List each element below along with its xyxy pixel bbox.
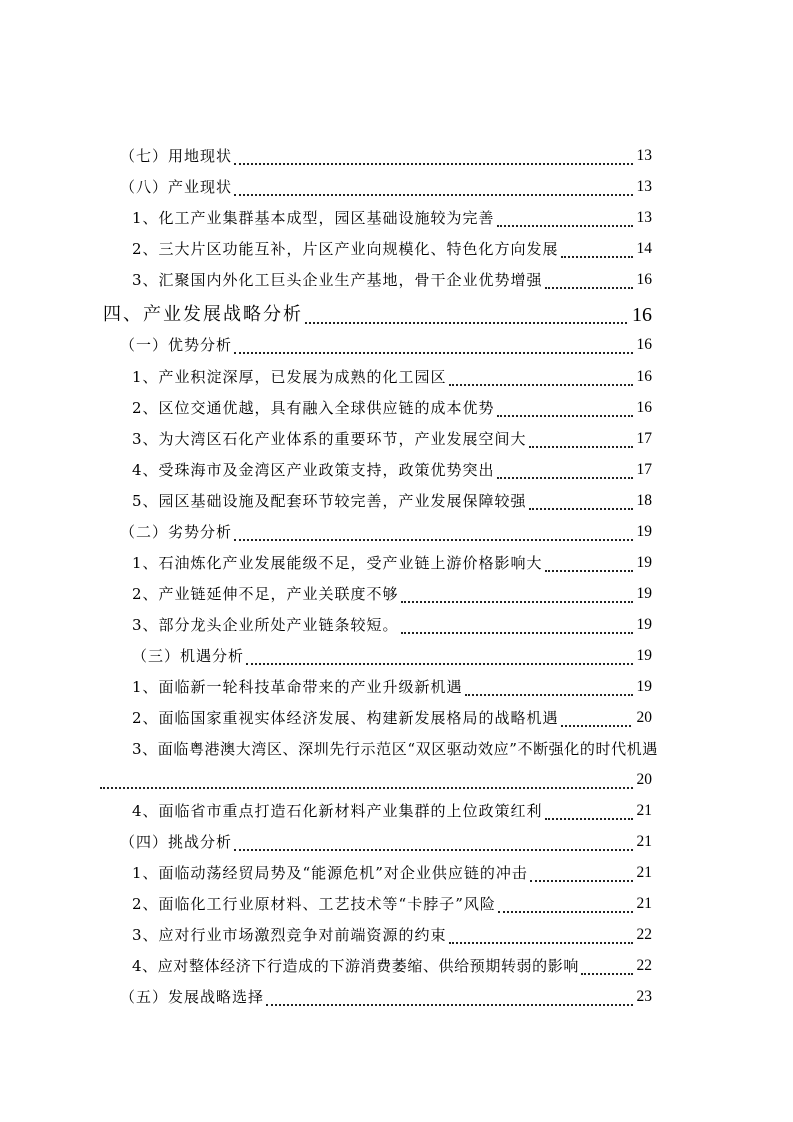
toc-leader [545,269,633,289]
toc-page-number: 14 [636,240,652,257]
toc-entry[interactable] [0,676,793,698]
toc-entry-title: 2、三大片区功能互补，片区产业向规模化、特色化方向发展 [132,240,559,258]
toc-page-number: 19 [636,585,652,602]
toc-leader [100,769,633,789]
toc-leader [234,176,633,196]
toc-page-number: 22 [636,957,652,974]
toc-page-number: 19 [636,647,652,664]
toc-page-number: 13 [636,147,652,164]
toc-page-number: 19 [636,678,652,695]
toc-page-number: 16 [636,368,652,385]
toc-leader [529,490,633,510]
toc-leader [246,645,633,665]
toc-entry-title: 4、受珠海市及金湾区产业政策支持，政策优势突出 [132,461,495,479]
toc-entry[interactable] [0,428,793,450]
toc-leader [581,955,633,975]
toc-entry-title: （五）发展战略选择 [120,988,265,1006]
toc-entry[interactable] [0,521,793,543]
toc-entry-title: （一）优势分析 [120,336,233,354]
toc-entry-title: 2、区位交通优越，具有融入全球供应链的成本优势 [132,399,495,417]
toc-entry[interactable] [0,145,793,167]
toc-page-number: 13 [636,178,652,195]
toc-page-number: 19 [636,554,652,571]
toc-leader [234,334,633,354]
toc-leader [545,800,633,820]
toc-entry-title: 4、面临省市重点打造石化新材料产业集群的上位政策红利 [132,802,543,820]
toc-entry-title: 5、园区基础设施及配套环节较完善，产业发展保障较强 [132,492,527,510]
toc-entry-title: （八）产业现状 [120,178,233,196]
toc-entry-title: 3、为大湾区石化产业体系的重要环节，产业发展空间大 [132,430,527,448]
toc-entry[interactable] [0,334,793,356]
toc-leader [497,207,633,227]
toc-entry[interactable] [0,955,793,977]
toc-entry[interactable] [0,459,793,481]
toc-entry[interactable] [0,397,793,419]
toc-entry[interactable] [0,366,793,388]
toc-entry-title: 四、产业发展战略分析 [103,304,303,325]
toc-leader [530,862,633,882]
toc-entry-continuation[interactable] [0,769,793,791]
toc-leader [498,893,633,913]
toc-entry[interactable] [0,490,793,512]
toc-page-number: 16 [636,336,652,353]
toc-page-number: 17 [636,430,652,447]
toc-entry[interactable] [0,800,793,822]
toc-entry-title: 3、部分龙头企业所处产业链条较短。 [132,616,399,634]
toc-entry[interactable] [0,614,793,636]
toc-entry-chapter[interactable] [0,302,793,328]
toc-leader [305,302,627,324]
toc-entry[interactable] [0,831,793,853]
toc-leader [234,145,633,165]
toc-entry-title: 4、应对整体经济下行造成的下游消费萎缩、供给预期转弱的影响 [132,957,579,975]
toc-page-number: 21 [636,802,652,819]
toc-page-number: 19 [636,523,652,540]
toc-leader [234,521,633,541]
toc-leader [497,459,633,479]
toc-entry[interactable] [0,738,793,760]
toc-entry-title: 1、面临新一轮科技革命带来的产业升级新机遇 [132,678,463,696]
toc-entry-title: （二）劣势分析 [120,523,233,541]
toc-page-number: 13 [636,209,652,226]
toc-leader [529,428,633,448]
toc-page-number: 16 [632,304,652,326]
toc-page-number: 19 [636,616,652,633]
toc-page-number: 16 [636,399,652,416]
toc-entry-title: 2、面临化工行业原材料、工艺技术等“卡脖子”风险 [132,895,496,913]
toc-entry[interactable] [0,893,793,915]
toc-entry-title: 1、石油炼化产业发展能级不足，受产业链上游价格影响大 [132,554,543,572]
toc-leader [401,583,633,603]
toc-entry-title: 2、面临国家重视实体经济发展、构建新发展格局的战略机遇 [132,709,559,727]
toc-entry[interactable] [0,176,793,198]
toc-entry-title: 3、汇聚国内外化工巨头企业生产基地，骨干企业优势增强 [132,271,543,289]
toc-entry[interactable] [0,862,793,884]
toc-leader [497,397,633,417]
toc-leader [401,614,633,634]
toc-page-number: 20 [636,709,652,726]
toc-leader [449,924,633,944]
toc-entry-title: 1、化工产业集群基本成型，园区基础设施较为完善 [132,209,495,227]
toc-entry[interactable] [0,645,793,667]
toc-leader [449,366,633,386]
toc-entry[interactable] [0,207,793,229]
toc-entry-title: （四）挑战分析 [120,833,233,851]
toc-entry-title: 2、产业链延伸不足，产业关联度不够 [132,585,399,603]
toc-entry-title: 1、面临动荡经贸局势及“能源危机”对企业供应链的冲击 [132,864,528,882]
toc-leader [561,707,631,727]
toc-entry-title: （三）机遇分析 [132,647,245,665]
toc-page-number: 21 [636,895,652,912]
toc-entry[interactable] [0,707,793,729]
toc-entry[interactable] [0,552,793,574]
toc-page-number: 21 [636,864,652,881]
toc-entry[interactable] [0,986,793,1008]
toc-page-number: 16 [636,271,652,288]
toc-entry[interactable] [0,238,793,260]
toc-entry-title: （七）用地现状 [120,147,233,165]
toc-entry[interactable] [0,924,793,946]
toc-page-number: 22 [636,926,652,943]
toc-entry[interactable] [0,269,793,291]
toc-leader [234,831,633,851]
toc-leader [561,238,633,258]
toc-entry[interactable] [0,583,793,605]
toc-entry-title: 1、产业积淀深厚，已发展为成熟的化工园区 [132,368,447,386]
toc-entry-title: 3、面临粤港澳大湾区、深圳先行示范区“双区驱动效应”不断强化的时代机遇 [132,740,658,758]
toc-leader [545,552,633,572]
toc-page-number: 17 [636,461,652,478]
toc-page-number: 20 [636,771,652,788]
toc-leader [465,676,633,696]
toc-page-number: 18 [636,492,652,509]
toc-page-number: 23 [636,988,652,1005]
toc-leader [266,986,633,1006]
toc-entry-title: 3、应对行业市场激烈竞争对前端资源的约束 [132,926,447,944]
toc-page-number: 21 [636,833,652,850]
